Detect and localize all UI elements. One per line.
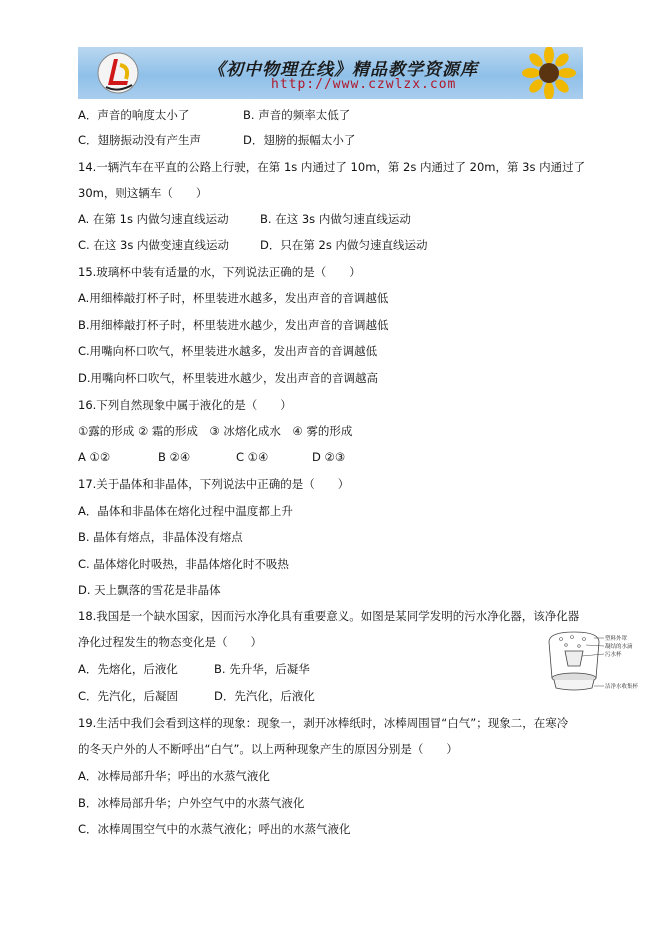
q18-option-a: A．先熔化，后液化 [78, 662, 178, 676]
q17-stem: 17.关于晶体和非晶体，下列说法中正确的是（ ） [78, 477, 350, 491]
q17-option-a: A．晶体和非晶体在熔化过程中温度都上升 [78, 504, 293, 518]
q16-option-c: C ①④ [236, 450, 269, 464]
q16-option-b: B ②④ [158, 450, 191, 464]
water-purifier-figure [546, 630, 650, 692]
q16-option-a: A ①② [78, 450, 111, 464]
q13-option-d: D．翅膀的振幅太小了 [243, 133, 356, 147]
q13-option-a: A．声音的响度太小了 [78, 108, 190, 122]
q18-option-d: D．先汽化，后液化 [214, 689, 315, 703]
fig-label-dirty-cup: 污水杯 [605, 652, 622, 658]
q15-stem: 15.玻璃杯中装有适量的水，下列说法正确的是（ ） [78, 265, 361, 279]
q18-option-b: B. 先升华，后凝华 [214, 662, 310, 676]
fig-label-droplets: 凝结的水滴 [605, 644, 633, 650]
header-banner [78, 47, 583, 99]
q18-stem-line2: 净化过程发生的物态变化是（ ） [78, 635, 262, 649]
q13-option-c: C．翅膀振动没有产生声 [78, 133, 202, 147]
q19-stem-line2: 的冬天户外的人不断呼出“白气”。以上两种现象产生的原因分别是（ ） [78, 742, 458, 756]
fig-label-clean-cup: 洁净水收集杯 [605, 684, 639, 690]
sunflower-icon [515, 47, 577, 99]
q13-option-b: B. 声音的频率太低了 [243, 108, 351, 122]
banner-url[interactable]: http://www.czwlzx.com [271, 77, 457, 92]
q18-option-c: C．先汽化，后凝固 [78, 689, 179, 703]
q14-option-a: A. 在第 1s 内做匀速直线运动 [78, 212, 229, 226]
q16-stem: 16.下列自然现象中属于液化的是（ ） [78, 398, 292, 412]
q14-option-b: B. 在这 3s 内做匀速直线运动 [260, 212, 411, 226]
q14-stem-line1: 14.一辆汽车在平直的公路上行驶，在第 1s 内通过了 10m，第 2s 内通过了 20m，第 3s 内通过了 [78, 160, 586, 174]
banner-title: 《初中物理在线》精品教学资源库 [208, 60, 478, 80]
q15-option-d: D.用嘴向杯口吹气，杯里装进水越少，发出声音的音调越高 [78, 371, 379, 385]
q14-stem-line2: 30m，则这辆车（ ） [78, 186, 208, 200]
q17-option-d: D. 天上飘落的雪花是非晶体 [78, 583, 221, 597]
q19-option-c: C．冰棒周围空气中的水蒸气液化；呼出的水蒸气液化 [78, 822, 351, 836]
q16-option-d: D ②③ [312, 450, 346, 464]
fig-label-cover: 塑料外罩 [605, 636, 628, 642]
q15-option-a: A.用细棒敲打杯子时，杯里装进水越多，发出声音的音调越低 [78, 291, 389, 305]
q17-option-c: C. 晶体熔化时吸热，非晶体熔化时不吸热 [78, 557, 289, 571]
q15-option-c: C.用嘴向杯口吹气，杯里装进水越多，发出声音的音调越低 [78, 344, 378, 358]
q19-option-a: A．冰棒局部升华；呼出的水蒸气液化 [78, 769, 270, 783]
q18-stem-line1: 18.我国是一个缺水国家，因而污水净化具有重要意义。如图是某同学发明的污水净化器，该净化器 [78, 609, 580, 623]
q14-option-d: D．只在第 2s 内做匀速直线运动 [260, 238, 428, 252]
q15-option-b: B.用细棒敲打杯子时，杯里装进水越少，发出声音的音调越低 [78, 318, 389, 332]
q19-stem-line1: 19.生活中我们会看到这样的现象：现象一，剥开冰棒纸时，冰棒周围冒“白气”；现象二，在寒冷 [78, 716, 569, 730]
q19-option-b: B．冰棒局部升华；户外空气中的水蒸气液化 [78, 796, 305, 810]
q14-option-c: C. 在这 3s 内做变速直线运动 [78, 238, 229, 252]
q16-items: ①露的形成 ② 霜的形成 ③ 冰熔化成水 ④ 雾的形成 [78, 424, 353, 438]
site-logo-icon [96, 51, 140, 95]
q17-option-b: B. 晶体有熔点，非晶体没有熔点 [78, 530, 243, 544]
